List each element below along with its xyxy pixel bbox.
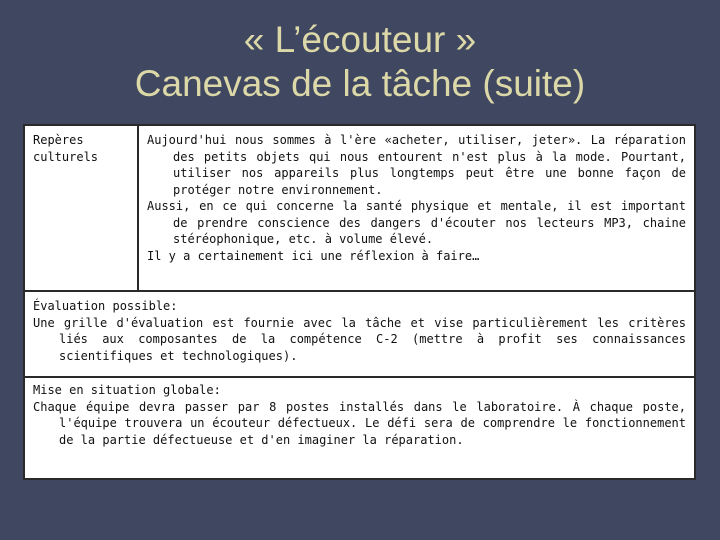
task-canvas-table xyxy=(23,124,696,480)
slide-title-line-1: « L’écouteur » xyxy=(243,19,477,60)
situation-heading: Mise en situation globale: xyxy=(33,383,221,397)
repere-paragraph-3: Il y a certainement ici une réflexion à faire… xyxy=(147,248,480,263)
repere-label: Repères culturels xyxy=(25,126,139,290)
evaluation-heading: Évaluation possible: xyxy=(33,299,178,313)
situation-section xyxy=(25,376,694,478)
evaluation-section xyxy=(25,290,694,376)
slide-title xyxy=(0,18,720,106)
repere-content xyxy=(139,126,694,290)
repere-culturel-row xyxy=(25,126,694,290)
evaluation-text: Une grille d'évaluation est fournie avec la tâche et vise particulièrement les critères liés aux composantes de la compétence C-2 (mettre à profit ses connaissances scientifiques et technologiques). xyxy=(33,315,686,363)
repere-paragraph-2: Aussi, en ce qui concerne la santé physique et mentale, il est important de prendre conscience des dangers d'écouter nos lecteurs MP3, chaine stéréophonique, etc. à volume élevé. xyxy=(147,199,686,246)
slide-title-line-2: Canevas de la tâche (suite) xyxy=(134,63,586,104)
situation-text: Chaque équipe devra passer par 8 postes installés dans le laboratoire. À chaque poste, l'équipe trouvera un écouteur défectueux. Le défi sera de comprendre le fonctionnement de la partie défectueuse et d'en imaginer la réparation. xyxy=(33,399,686,447)
repere-paragraph-1: Aujourd'hui nous sommes à l'ère «acheter, utiliser, jeter». La réparation des petits objets qui nous entourent n'est plus à la mode. Pourtant, utiliser nos appareils plus longtemps peut être une bonne façon de protéger notre environnement. xyxy=(147,133,686,197)
